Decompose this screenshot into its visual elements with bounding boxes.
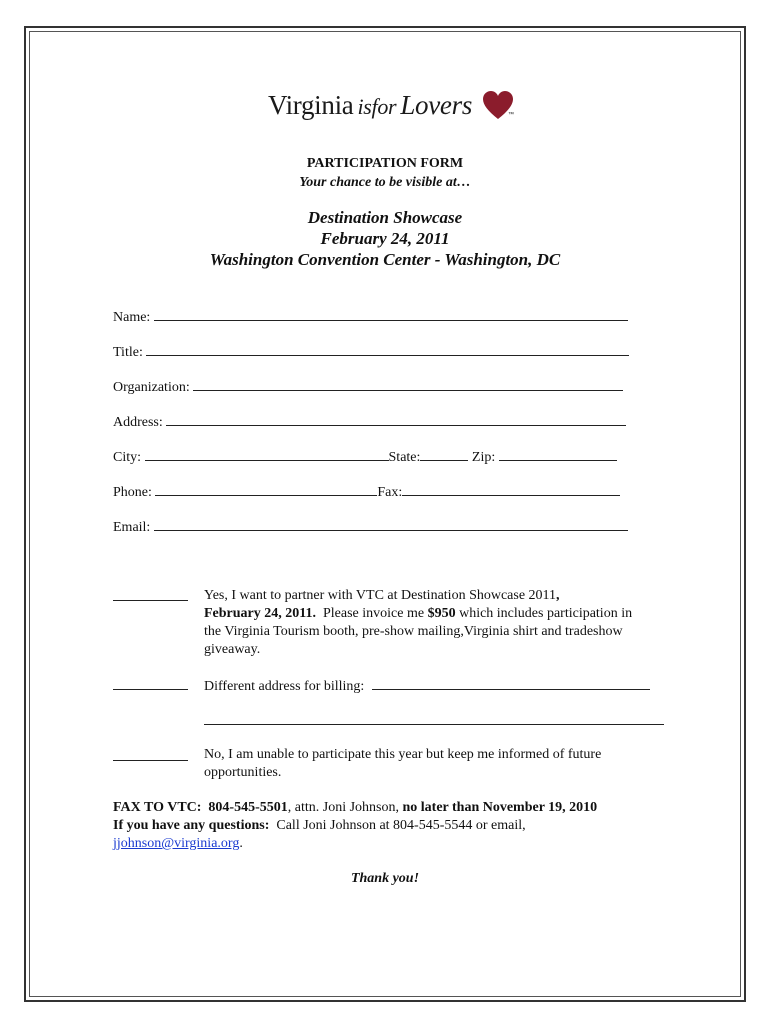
yes-checkbox-line[interactable]	[113, 586, 188, 601]
title-row	[113, 341, 629, 361]
billing-label: Different address for billing:	[204, 679, 365, 694]
address-row	[113, 411, 626, 431]
yes-includes-text: which includes participation in	[455, 606, 633, 621]
state-field[interactable]	[420, 446, 468, 461]
yes-option-text	[204, 587, 684, 659]
yes-line-4: giveaway.	[204, 642, 261, 657]
address-label: Address:	[113, 415, 163, 430]
organization-field[interactable]	[193, 376, 623, 391]
no-line-2: opportunities.	[204, 765, 282, 780]
no-line-1: No, I am unable to participate this year but keep me informed of future	[204, 747, 602, 762]
event-date: February 24, 2011	[320, 229, 450, 248]
fax-number: FAX TO VTC: 804-545-5501	[113, 800, 288, 815]
logo-for: for	[371, 94, 397, 119]
email-field[interactable]	[154, 516, 628, 531]
zip-field[interactable]	[499, 446, 617, 461]
phone-label: Phone:	[113, 485, 152, 500]
questions-label: If you have any questions:	[113, 818, 270, 833]
billing-row	[204, 675, 650, 695]
email-link[interactable]: jjohnson@virginia.org	[113, 836, 240, 851]
name-row	[113, 306, 628, 326]
state-label: State:	[388, 450, 421, 465]
organization-label: Organization:	[113, 380, 190, 395]
city-label: City:	[113, 450, 142, 465]
email-row	[113, 516, 628, 536]
logo-lovers: Lovers	[400, 90, 473, 120]
form-subtitle: Your chance to be visible at…	[299, 175, 471, 190]
footer-instructions	[113, 799, 713, 853]
fax-field[interactable]	[402, 481, 620, 496]
organization-row	[113, 376, 623, 396]
trademark-mark: ™	[508, 112, 514, 118]
name-label: Name:	[113, 310, 151, 325]
no-checkbox-line[interactable]	[113, 746, 188, 761]
form-title: PARTICIPATION FORM	[306, 156, 464, 171]
phone-row	[113, 481, 620, 501]
fax-label: Fax:	[377, 485, 403, 500]
fax-deadline: no later than November 19, 2010	[402, 800, 598, 815]
yes-line-3: the Virginia Tourism booth, pre-show mailing,Virginia shirt and tradeshow	[204, 624, 623, 639]
yes-line-1: Yes, I want to partner with VTC at Destination Showcase 2011	[204, 588, 557, 603]
event-name: Destination Showcase	[307, 208, 463, 227]
yes-invoice-text: Please invoice me	[316, 606, 428, 621]
event-venue: Washington Convention Center - Washington, DC	[209, 250, 561, 269]
billing-checkbox-line[interactable]	[113, 675, 188, 690]
logo-is: is	[357, 94, 372, 119]
name-field[interactable]	[154, 306, 628, 321]
virginia-is-for-lovers-logo	[268, 90, 514, 126]
fax-attn: , attn. Joni Johnson,	[287, 800, 403, 815]
city-row	[113, 446, 617, 466]
title-field[interactable]	[146, 341, 629, 356]
address-field[interactable]	[166, 411, 626, 426]
yes-price: $950	[427, 606, 456, 621]
yes-line-1-comma: ,	[556, 588, 560, 603]
city-field[interactable]	[145, 446, 389, 461]
billing-field[interactable]	[372, 675, 650, 690]
email-label: Email:	[113, 520, 151, 535]
questions-text: Call Joni Johnson at 804-545-5544 or email,	[269, 818, 526, 833]
zip-label: Zip:	[471, 450, 496, 465]
billing-field-2[interactable]	[204, 710, 664, 725]
thank-you-text: Thank you!	[350, 871, 420, 886]
logo-virginia: Virginia	[268, 90, 354, 120]
title-label: Title:	[113, 345, 143, 360]
phone-field[interactable]	[155, 481, 377, 496]
no-option-text	[204, 746, 684, 782]
yes-date: February 24, 2011.	[204, 606, 316, 621]
email-period: .	[239, 836, 243, 851]
